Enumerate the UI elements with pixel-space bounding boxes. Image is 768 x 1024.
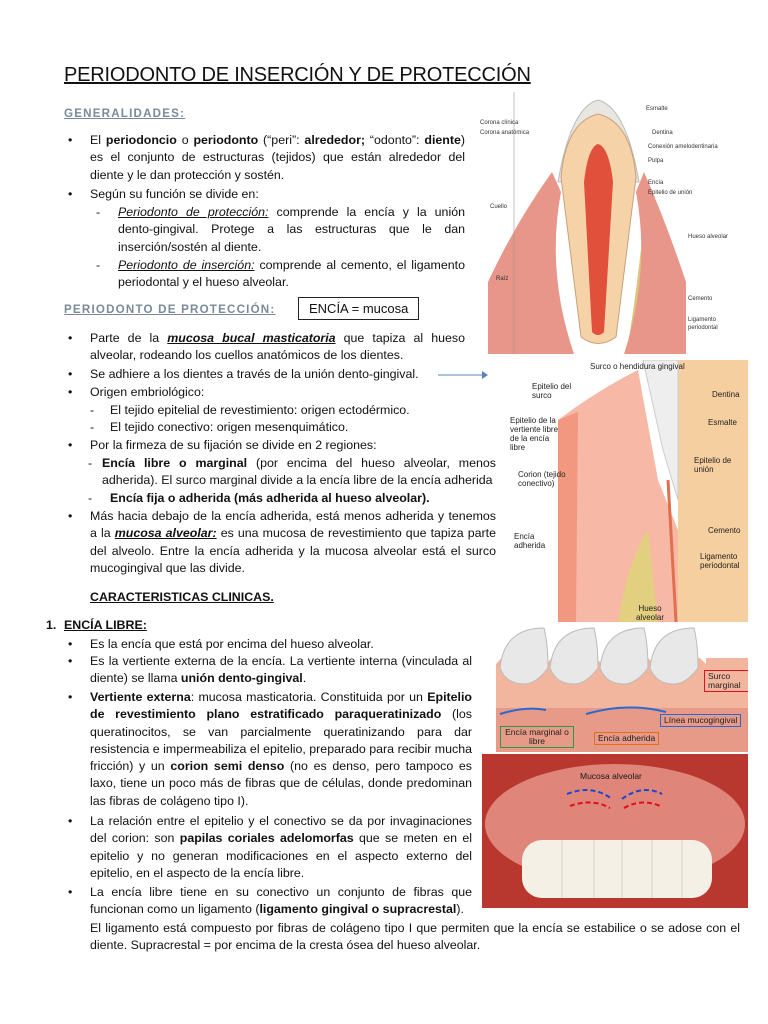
fig3-label-encia-adherida: Encía adherida bbox=[594, 732, 659, 745]
bullet-icon: • bbox=[68, 885, 73, 899]
prot-dash-2: - El tejido conectivo: origen mesenquimático. bbox=[90, 420, 349, 434]
prot-bullet-1: • Parte de la mucosa bucal masticatoria que tapiza al hueso alveolar, rodeando los cuellos anatómicos de los dientes. bbox=[68, 331, 465, 363]
fig1-label-corona-clinica: Corona clínica bbox=[480, 120, 519, 126]
prot-bullet-2: • Se adhiere a los dientes a través de la unión dento-gingival. bbox=[90, 366, 465, 383]
fig2-label-surco: Surco o hendidura gingival bbox=[590, 362, 685, 371]
prot-dash-4: - Encía fija o adherida (más adherida al hueso alveolar). bbox=[88, 491, 430, 505]
fig1-label-epitelio-union: Epitelio de unión bbox=[648, 190, 693, 196]
figure-mouth-photo bbox=[482, 754, 748, 908]
car-bullet-4: • La relación entre el epitelio y el conectivo se da por invaginaciones del corion: son papilas coriales adelomorfas que se meten en el epitelio y no generan modificaciones en el aspecto externo del epitelio, en el aspecto de la encía libre. bbox=[68, 814, 472, 880]
figure-tooth-diagram bbox=[476, 92, 746, 354]
car-bullet-2: • Es la vertiente externa de la encía. La vertiente interna (vinculada al diente) se llama unión dento-gingival. bbox=[68, 654, 472, 686]
figure-teeth-row bbox=[496, 624, 748, 752]
bullet-icon: • bbox=[68, 654, 73, 668]
fig2-label-epitelio-surco: Epitelio del surco bbox=[532, 382, 572, 400]
gen-bullet-2: • Según su función se divide en: bbox=[90, 186, 465, 203]
bullet-icon: • bbox=[68, 385, 73, 399]
bullet-icon: • bbox=[68, 814, 73, 828]
car-bullet-5: • La encía libre tiene en su conectivo un conjunto de fibras que funcionan como un ligamento (ligamento gingival o supracrestal). bbox=[68, 885, 472, 917]
fig1-label-conexion: Conexión amelodentinaria bbox=[648, 144, 718, 150]
prot-bullet-3: • Origen embriológico: bbox=[90, 384, 465, 401]
bullet-icon: • bbox=[68, 187, 73, 201]
bullet-icon: • bbox=[68, 509, 73, 523]
fig4-label-mucosa-alveolar: Mucosa alveolar bbox=[580, 771, 642, 781]
fig2-label-dentina: Dentina bbox=[712, 390, 740, 399]
prot-bullet-4: • Por la firmeza de su fijación se divide en 2 regiones: bbox=[90, 437, 490, 454]
list-number-1: 1. bbox=[46, 618, 57, 632]
car-bullet-1: • Es la encía que está por encima del hueso alveolar. bbox=[90, 636, 472, 653]
page-title: PERIODONTO DE INSERCIÓN Y DE PROTECCIÓN bbox=[64, 64, 531, 86]
arrow-icon bbox=[438, 368, 488, 382]
fig2-label-ligamento: Ligamento periodontal bbox=[700, 552, 740, 570]
fig1-label-esmalte: Esmalte bbox=[646, 106, 668, 112]
bullet-icon: • bbox=[68, 331, 73, 345]
section-generalidades: GENERALIDADES: bbox=[64, 107, 186, 120]
fig1-label-encia: Encía bbox=[648, 180, 664, 186]
gen-dash-1: - Periodonto de protección: comprende la encía y la unión dento-gingival. Protege a las estructuras que le dan inserción/sostén al diente. bbox=[96, 205, 465, 254]
fig2-label-epitelio-union: Epitelio de unión bbox=[694, 456, 732, 474]
fig1-label-cemento: Cemento bbox=[688, 296, 713, 302]
car-paragraph: El ligamento está compuesto por fibras de colágeno tipo I que permiten que la encía se estabilice o se adose con el diente. Supracrestal = por encima de la cresta ósea del hueso alveolar. bbox=[90, 921, 740, 953]
fig1-label-cuello: Cuello bbox=[490, 204, 508, 210]
gen-dash-2: - Periodonto de inserción: comprende al cemento, el ligamento periodontal y el hueso alveolar. bbox=[96, 258, 465, 290]
fig2-label-encia-adherida: Encía adherida bbox=[514, 532, 546, 550]
car-bullet-3: • Vertiente externa: mucosa masticatoria. Constituida por un Epitelio de revestimiento plano estratificado paraqueratinizado (los queratinocitos, se van parcialmente queratinizando para dar resistencia e impermeabiliza el epitelio, preparado para recibir mucha fricción) y un corion semi denso (no es denso, pero tampoco es laxo, tiene un poco más de fibras que de células, donde predominan las fibras de colágeno tipo I). bbox=[68, 690, 473, 808]
prot-bullet-5: • Más hacia debajo de la encía adherida, está menos adherida y tenemos a la mucosa alveolar: es una mucosa de revestimiento que tapiza parte del alveolo. Entre la encía adherida y la mucosa alveolar está el surco mucogingival que las divide. bbox=[68, 509, 496, 575]
bullet-icon: • bbox=[68, 690, 73, 704]
section-proteccion: PERIODONTO DE PROTECCIÓN: bbox=[64, 303, 276, 316]
fig3-label-linea-mucogingival: Línea mucogingival bbox=[660, 714, 741, 727]
fig1-label-pulpa: Pulpa bbox=[648, 158, 664, 164]
fig1-label-corona-anatomica: Corona anatómica bbox=[480, 130, 530, 136]
encia-libre-heading: ENCÍA LIBRE: bbox=[64, 618, 147, 632]
fig2-label-cemento: Cemento bbox=[708, 526, 741, 535]
bullet-icon: • bbox=[68, 438, 73, 452]
fig2-label-epitelio-vertiente: Epitelio de la vertiente libre de la encía libre bbox=[510, 416, 559, 452]
fig3-label-surco-marginal: Surco marginal bbox=[704, 670, 748, 692]
fig1-label-raiz: Raíz bbox=[496, 276, 509, 282]
fig1-label-ligamento: Ligamento periodontal bbox=[688, 317, 718, 331]
bullet-icon: • bbox=[68, 133, 73, 147]
prot-dash-1: - El tejido epitelial de revestimiento: origen ectodérmico. bbox=[90, 403, 410, 417]
fig3-label-encia-marginal: Encía marginal o libre bbox=[500, 726, 574, 748]
bullet-icon: • bbox=[68, 637, 73, 651]
section-caracteristicas: CARACTERISTICAS CLINICAS. bbox=[90, 590, 274, 604]
figure-gingiva-detail bbox=[498, 360, 748, 622]
fig1-label-hueso-alveolar: Hueso alveolar bbox=[688, 234, 729, 240]
gen-bullet-1: • El periodoncio o periodonto (“peri”: alrededor; “odonto”: diente) es el conjunto de estructuras (tejidos) que están alrededor del diente y le dan protección y sostén. bbox=[68, 133, 466, 182]
bullet-icon: • bbox=[68, 367, 73, 381]
fig2-label-esmalte: Esmalte bbox=[708, 418, 737, 427]
prot-dash-3: - Encía libre o marginal (por encima del hueso alveolar, menos adherida). El surco marginal divide a la encía libre de la encía adherida bbox=[88, 456, 496, 488]
encia-mucosa-box: ENCÍA = mucosa bbox=[298, 297, 419, 320]
fig2-label-hueso: Hueso alveolar bbox=[635, 604, 664, 622]
fig2-label-corion: Corion (tejido conectivo) bbox=[518, 470, 566, 488]
fig1-label-dentina: Dentina bbox=[652, 130, 673, 136]
